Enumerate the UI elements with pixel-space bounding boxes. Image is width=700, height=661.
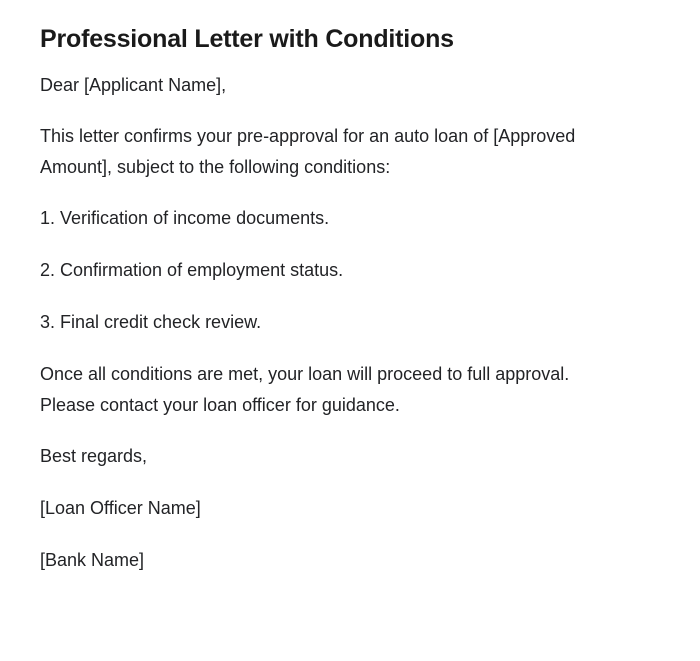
condition-item-2: 2. Confirmation of employment status. xyxy=(40,260,344,280)
salutation-paragraph: Dear [Applicant Name], xyxy=(40,75,227,95)
condition-item-3: 3. Final credit check review. xyxy=(40,312,262,332)
signer-name: [Loan Officer Name] xyxy=(40,498,201,518)
page-title: Professional Letter with Conditions xyxy=(40,25,454,53)
sign-off: Best regards, xyxy=(40,446,148,466)
confirmation-paragraph: This letter confirms your pre-approval for an auto loan of [Approved Amount], subject to the following conditions: xyxy=(40,126,576,177)
closing-paragraph: Once all conditions are met, your loan will proceed to full approval. Please contact your loan officer for guidance. xyxy=(40,364,570,415)
condition-item-1: 1. Verification of income documents. xyxy=(40,208,330,228)
organization-name: [Bank Name] xyxy=(40,550,145,570)
